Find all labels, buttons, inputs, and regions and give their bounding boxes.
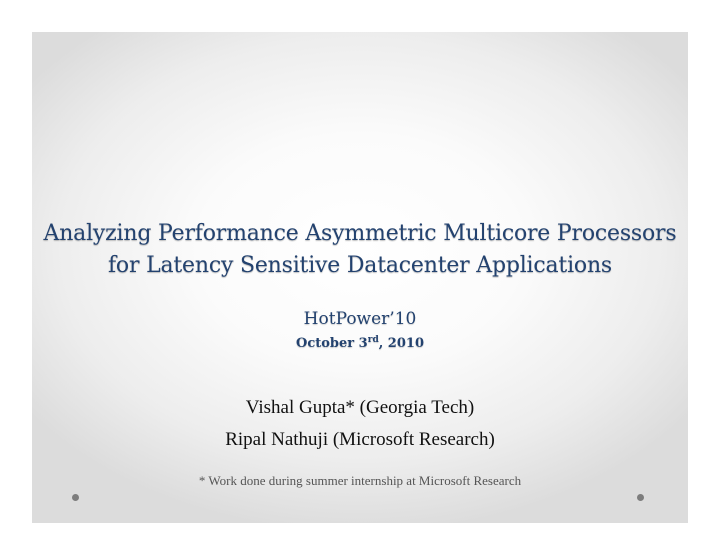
date-ordinal-suffix: rd: [367, 335, 379, 345]
date-prefix: October 3: [296, 336, 368, 351]
author-2: Ripal Nathuji (Microsoft Research): [225, 429, 495, 450]
conference-date: [32, 335, 688, 351]
author-1: Vishal Gupta* (Georgia Tech): [245, 397, 475, 418]
conference-name: HotPower’10: [303, 309, 417, 329]
title-line-1: Analyzing Performance Asymmetric Multicore Processors: [43, 221, 677, 246]
footnote: * Work done during summer internship at Microsoft Research: [198, 473, 522, 488]
title-line-2: for Latency Sensitive Datacenter Applications: [107, 253, 613, 278]
bullet-dot-right: [637, 494, 644, 501]
title-slide: [32, 32, 688, 523]
author-list: [32, 392, 688, 456]
bullet-dot-left: [72, 494, 79, 501]
date-rest: , 2010: [378, 336, 424, 351]
slide-title: [32, 218, 688, 282]
